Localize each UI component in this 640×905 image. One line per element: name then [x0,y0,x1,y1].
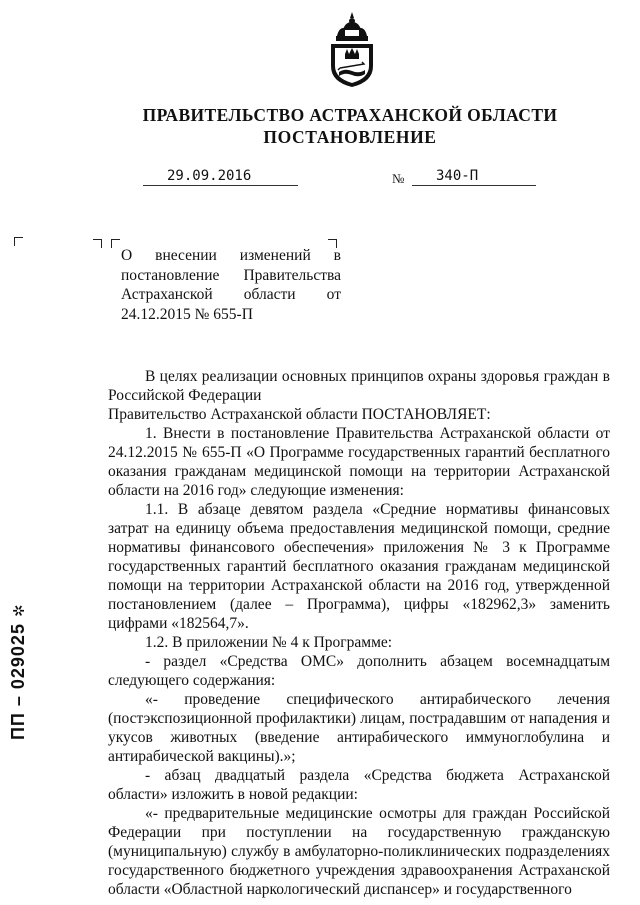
date-underline [143,185,298,186]
side-registration-stamp [8,590,29,740]
stamp-code: ПП – 029025 [8,623,28,740]
number-sign: № [392,171,405,186]
paragraph: 1. Внести в постановление Правительства Астраханской области от 24.12.2015 № 655-П «О Программе государственных гарантий бесплатного оказания гражданам медицинской помощи на территории Астраханской области на 2016 год» следующие изменения: [108,425,610,499]
paragraph: В целях реализации основных принципов охраны здоровья граждан в Российской Федерации [108,368,610,404]
document-number: 340-П [436,168,479,184]
paragraph: Правительство Астраханской области ПОСТАНОВЛЯЕТ: [108,406,491,423]
government-title: ПРАВИТЕЛЬСТВО АСТРАХАНСКОЙ ОБЛАСТИ [142,105,558,125]
document-type: ПОСТАНОВЛЕНИЕ [263,127,437,147]
corner-mark [14,237,23,246]
star-icon: ✲ [11,603,28,618]
corner-mark [93,239,102,248]
paragraph: «- предварительные медицинские осмотры для граждан Российской Федерации при поступлении на государственную гражданскую (муниципальную) службу в амбулаторно-поликлинических подразделениях государственного бюджетного учреждения здравоохранения Астраханской области «Областной наркологический диспансер» и государственного [108,805,610,898]
document-date: 29.09.2016 [167,168,252,184]
document-subject: О внесении изменений в постановление Правительства Астраханской области от 24.12.2015 № 655-П [121,247,341,323]
paragraph: «- проведение специфического антирабического лечения (постэкспозиционной профилактики) лицам, пострадавшим от нападения и укусов животных (введение антирабического иммуноглобулина и антирабической вакцины).»; [108,691,610,765]
paragraph: 1.1. В абзаце девятом раздела «Средние нормативы финансовых затрат на единицу объема предоставления медицинской помощи, средние нормативы финансового обеспечения» приложения № 3 к Программе государственных гарантий бесплатного оказания гражданам медицинской помощи на территории Астраханской области на 2016 год, утвержденной постановлением (далее – Программа), цифры «182962,3» заменить цифрами «182564,7». [108,501,610,632]
coat-of-arms-emblem [327,10,377,88]
corner-mark [111,239,120,248]
paragraph: 1.2. В приложении № 4 к Программе: [145,634,393,651]
document-body [108,367,610,899]
paragraph: - раздел «Средства ОМС» дополнить абзацем восемнадцатым следующего содержания: [108,653,610,689]
number-underline [412,185,536,186]
paragraph: - абзац двадцатый раздела «Средства бюджета Астраханской области» изложить в новой редакции: [108,767,610,803]
